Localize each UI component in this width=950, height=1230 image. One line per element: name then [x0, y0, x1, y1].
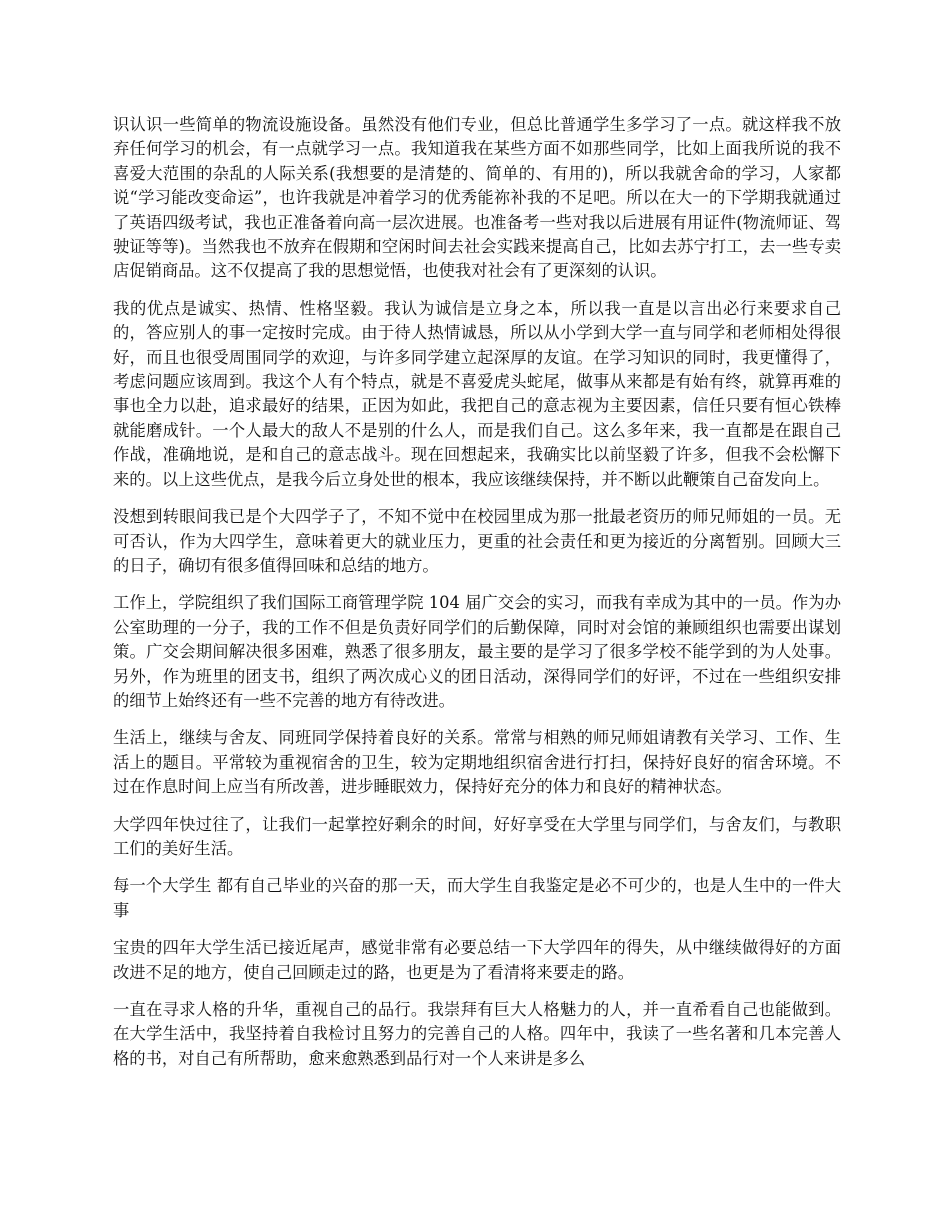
- paragraph: 我的优点是诚实、热情、性格坚毅。我认为诚信是立身之本，所以我一直是以言出必行来要求自己的，答应别人的事一定按时完成。由于待人热情诚恳，所以从小学到大学一直与同学和老师相处得很好，而且也很受周围同学的欢迎，与许多同学建立起深厚的友谊。在学习知识的同时，我更懂得了，考虑问题应该周到。我这个人有个特点，就是不喜爱虎头蛇尾，做事从来都是有始有终，就算再难的事也全力以赴，追求最好的结果，正因为如此，我把自己的意志视为主要因素，信任只要有恒心铁棒就能磨成针。一个人最大的敌人不是别的什么人，而是我们自己。这么多年来，我一直都是在跟自己作战，准确地说，是和自己的意志战斗。现在回想起来，我确实比以前坚毅了许多，但我不会松懈下来的。以上这些优点，是我今后立身处世的根本，我应该继续保持，并不断以此鞭策自己奋发向上。: [113, 298, 841, 489]
- paragraph: 大学四年快过往了，让我们一起掌控好剩余的时间，好好享受在大学里与同学们，与舍友们，与教职工们的美好生活。: [113, 814, 841, 858]
- document-body: [113, 113, 841, 1084]
- paragraph: 一直在寻求人格的升华，重视自己的品行。我崇拜有巨大人格魅力的人，并一直希看自己也能做到。在大学生活中，我坚持着自我检讨且努力的完善自己的人格。四年中，我读了一些名著和几本完善人格的书，对自己有所帮助，愈来愈熟悉到品行对一个人来讲是多么: [113, 1000, 841, 1068]
- paragraph: 没想到转眼间我已是个大四学子了，不知不觉中在校园里成为那一批最老资历的师兄师姐的一员。无可否认，作为大四学生，意味着更大的就业压力，更重的社会责任和更为接近的分离暂别。回顾大三的日子，确切有很多值得回味和总结的地方。: [113, 507, 841, 575]
- paragraph: 宝贵的四年大学生活已接近尾声，感觉非常有必要总结一下大学四年的得失，从中继续做得好的方面改进不足的地方，使自己回顾走过的路，也更是为了看清将来要走的路。: [113, 938, 841, 982]
- paragraph: 生活上，继续与舍友、同班同学保持着良好的关系。常常与相熟的师兄师姐请教有关学习、工作、生活上的题目。平常较为重视宿舍的卫生，较为定期地组织宿舍进行打扫，保持好良好的宿舍环境。不过在作息时间上应当有所改善，进步睡眠效力，保持好充分的体力和良好的精神状态。: [113, 728, 841, 797]
- paragraph: 识认识一些简单的物流设施设备。虽然没有他们专业，但总比普通学生多学习了一点。就这样我不放弃任何学习的机会，有一点就学习一点。我知道我在某些方面不如那些同学，比如上面我所说的我不喜爱大范围的杂乱的人际关系(我想要的是清楚的、简单的、有用的)，所以我就舍命的学习，人家都说“学习能改变命运”，也许我就是冲着学习的优秀能祢补我的不足吧。所以在大一的下学期我就通过了英语四级考试，我也正准备着向高一层次进展。也准备考一些对我以后进展有用证件(物流师证、驾驶证等等)。当然我也不放弃在假期和空闲时间去社会实践来提高自己，比如去苏宁打工，去一些专卖店促销商品。这不仅提高了我的思想觉悟，也使我对社会有了更深刻的认识。: [113, 115, 841, 281]
- paragraph: 每一个大学生 都有自己毕业的兴奋的那一天，而大学生自我鉴定是必不可少的，也是人生中的一件大事: [113, 876, 841, 920]
- paragraph: 工作上，学院组织了我们国际工商管理学院 104 届广交会的实习，而我有幸成为其中的一员。作为办公室助理的一分子，我的工作不但是负责好同学们的后勤保障，同时对会馆的兼顾组织也需要出谋划策。广交会期间解决很多困难，熟悉了很多朋友，最主要的是学习了很多学校不能学到的为人处事。另外，作为班里的团支书，组织了两次成心义的团日活动，深得同学们的好评，不过在一些组织安排的细节上始终还有一些不完善的地方有待改进。: [113, 593, 841, 710]
